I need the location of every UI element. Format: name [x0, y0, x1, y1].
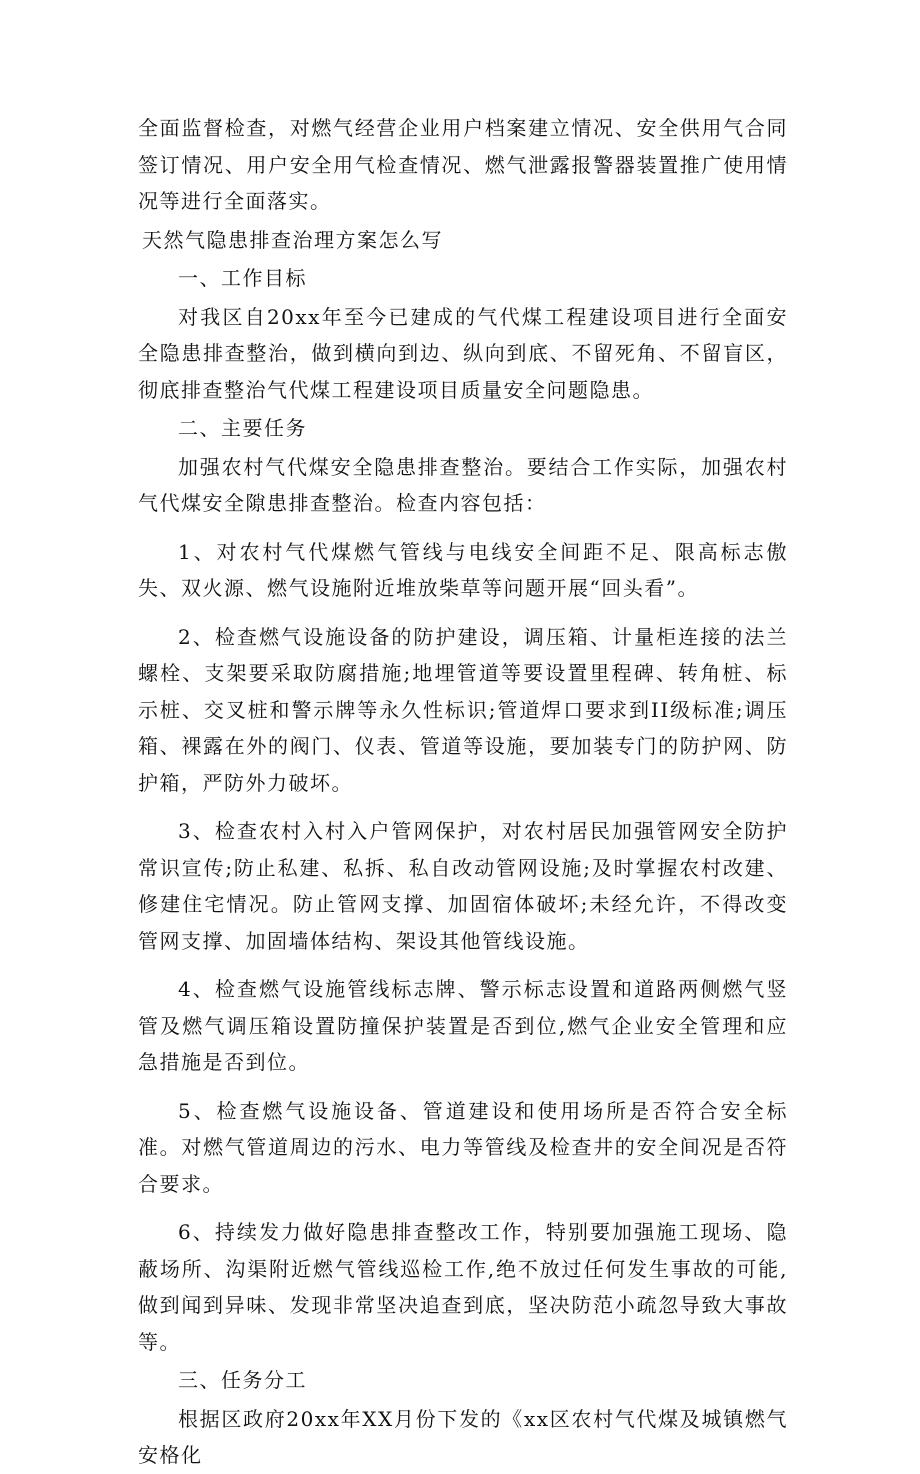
section-heading-division: 三、任务分工: [178, 1368, 307, 1392]
task-item-1: 1、对农村气代煤燃气管线与电线安全间距不足、限高标志傲失、双火源、燃气设施附近堆放柴草等问题开展“回头看”。: [138, 539, 788, 600]
document-body: [138, 110, 788, 1474]
section-body-division: 根据区政府20xx年XX月份下发的《xx区农村气代煤及城镇燃气安格化: [138, 1406, 788, 1467]
section-body-goals: 对我区自20xx年至今已建成的气代煤工程建设项目进行全面安全隐患排查整治，做到横向到边、纵向到底、不留死角、不留盲区，彻底排查整治气代煤工程建设项目质量安全问题隐患。: [138, 304, 788, 402]
section-intro-tasks: 加强农村气代煤安全隐患排查整治。要结合工作实际，加强农村气代煤安全隙患排查整治。检查内容包括：: [138, 454, 788, 515]
section-heading-tasks: 二、主要任务: [178, 416, 307, 440]
document-title: 天然气隐患排查治理方案怎么写: [142, 227, 443, 252]
task-item-2: 2、检查燃气设施设备的防护建设，调压箱、计量柜连接的法兰螺栓、支架要采取防腐措施;地埋管道等要设置里程碑、转角桩、标示桩、交叉桩和警示牌等永久性标识;管道焊口要求到II级标准;调压箱、裸露在外的阀门、仪表、管道等设施，要加装专门的防护网、防护箱，严防外力破坏。: [138, 624, 788, 795]
task-item-4: 4、检查燃气设施管线标志牌、警示标志设置和道路两侧燃气竖管及燃气调压箱设置防撞保护装置是否到位,燃气企业安全管理和应急措施是否到位。: [138, 977, 788, 1074]
section-heading-goals: 一、工作目标: [178, 266, 307, 290]
task-item-3: 3、检查农村入村入户管网保护，对农村居民加强管网安全防护常识宣传;防止私建、私拆、私自改动管网设施;及时掌握农村改建、修建住宅情况。防止管网支撑、加固宿体破坏;未经允许，不得改变管网支撑、加固墙体结构、架设其他管线设施。: [138, 819, 788, 953]
task-item-5: 5、检查燃气设施设备、管道建设和使用场所是否符合安全标准。对燃气管道周边的污水、电力等管线及检查井的安全间况是否符合要求。: [138, 1098, 788, 1196]
continuation-paragraph: 全面监督检查，对燃气经营企业用户档案建立情况、安全供用气合同签订情况、用户安全用气检查情况、燃气泄露报警器装置推广使用情况等进行全面落实。: [138, 116, 788, 213]
task-item-6: 6、持续发力做好隐患排查整改工作，特别要加强施工现场、隐蔽场所、沟渠附近燃气管线巡检工作,绝不放过任何发生事故的可能,做到闻到异味、发现非常坚决追查到底，坚决防范小疏忽导致大事故等。: [138, 1220, 788, 1354]
